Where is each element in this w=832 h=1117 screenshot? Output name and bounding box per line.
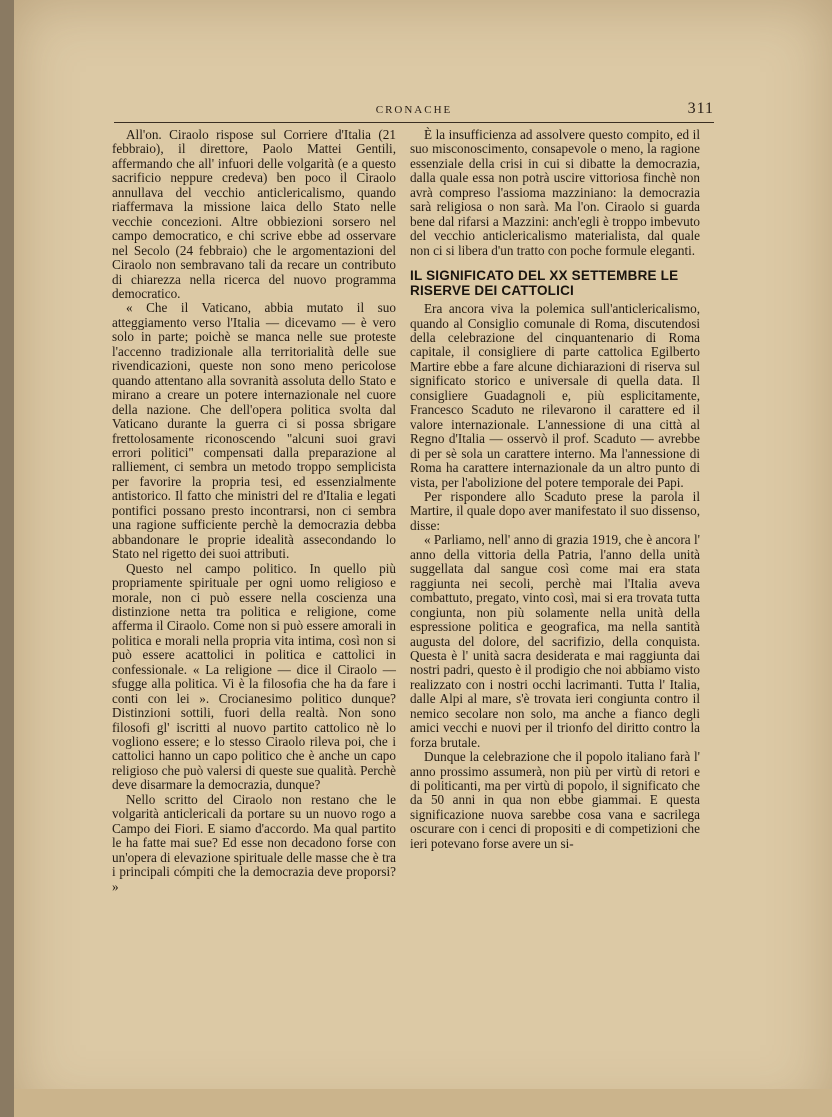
paragraph: Nello scritto del Ciraolo non restano che le volgarità anticlericali da portare su un nuovo rogo a Campo dei Fiori. E siamo d'accordo. Ma qual partito le ha fatte mai sue? Ed esse non decadono forse con un'opera di elevazione spirituale delle masse che è tra i principali cómpiti che la democrazia deve proporsi? » — [112, 791, 396, 894]
section-heading: IL SIGNIFICATO DEL XX SETTEMBRE LE RISERVE DEI CATTOLICI — [410, 268, 679, 299]
paragraph: Era ancora viva la polemica sull'anticlericalismo, quando al Consiglio comunale di Roma, discutendosi della celebrazione del cinquantenario di Roma capitale, il consigliere di parte cattolica Egilberto Martire ebbe a fare alcune dichiarazioni di riserva sul significato storico e universale di quella data. Il consigliere Guadagnoli e, più esplicitamente, Francesco Scaduto ne rilevarono il carattere ed il valore internazionale. L'annessione di una città al Regno d'Italia — osservò il prof. Scaduto — avrebbe di per sè sola un carattere interno. Ma l'annessione di Roma ha carattere internazionale da un altro punto di vista, per l'abolizione del potere temporale dei Papi. — [410, 301, 700, 490]
left-column — [112, 128, 396, 894]
running-head — [114, 100, 714, 123]
paragraph: « Parliamo, nell' anno di grazia 1919, che è ancora l' anno della vittoria della Patria, l'anno della unità suggellata dal sangue così come mai era stata raggiunta nei secoli, perchè mai l'Italia aveva combattuto, pregato, vinto così, mai si era trovata tutta congiunta, non più solamente nella unità della espressione politica e geografica, ma nella santità augusta del dolore, del sacrifizio, della conquista. Questa è l' unità sacra desiderata e mai raggiunta dai nostri padri, questo è il prodigio che noi abbiamo visto realizzato con i nostri occhi lacrimanti. Tutta l' Italia, dalle Alpi al mare, s'è trovata ieri congiunta contro il nemico secolare non solo, ma anche a fianco degli amici vecchi e nuovi per il trionfo del diritto contro la forza brutale. — [410, 532, 700, 750]
page-bottom-edge — [14, 1089, 832, 1117]
paragraph: All'on. Ciraolo rispose sul Corriere d'Italia (21 febbraio), il direttore, Paolo Mattei Gentili, affermando che all' infuori delle volgarità (e a questo sacrificio neppure credeva) ben poco il Ciraolo annullava del vecchio anticlericalismo, quando riaffermava la missione laica dello Stato nelle vecchie concezioni. Altre obbiezioni sorsero nel campo democratico, e chi scrive ebbe ad osservare nel Secolo (24 febbraio) che le argomentazioni del Ciraolo non sembravano tali da recare un contributo di chiarezza nella ricerca del nuovo programma democratico. — [112, 127, 396, 301]
paragraph: Questo nel campo politico. In quello più propriamente spirituale per ogni uomo religioso e morale, non ci può essere nella coscienza una distinzione netta tra politica e religione, come afferma il Ciraolo. Come non si può essere amorali in politica e morali nella propria vita intima, così non si può essere acattolici in politica e cattolici in confessionale. « La religione — dice il Ciraolo — sfugge alla politica. Vi è la filosofia che ha da fare i conti con lei ». Crocianesimo politico dunque? Distinzioni sottili, fuori della realtà. Non sono filosofi gl' iscritti al nuovo partito cattolico nè lo vogliono essere; e lo stesso Ciraolo rileva poi, che i cattolici hanno un capo politico che è anche un capo religioso che può valersi di queste sue qualità. Perchè deve disarmare la democrazia, dunque? — [112, 560, 396, 793]
paragraph: Dunque la celebrazione che il popolo italiano farà l' anno prossimo assumerà, non più per virtù di retori e di politicanti, ma per virtù di popolo, il significato che da 50 anni in qua non ebbe giammai. E questa significazione nuova sarebbe cosa vana e sacrilega oscurare con i cenci di propositi e di competizioni che ieri potevano forse avere un si- — [410, 749, 700, 851]
page — [14, 0, 832, 1117]
paragraph: Per rispondere allo Scaduto prese la parola il Martire, il quale dopo aver manifestato il suo dissenso, disse: — [410, 488, 700, 533]
paragraph: « Che il Vaticano, abbia mutato il suo atteggiamento verso l'Italia — dicevamo — è vero solo in parte; poichè se manca nelle sue proteste l'accenno tradizionale alla territorialità delle sue rivendicazioni, queste non sono meno pericolose quando attentano alla sovranità assoluta dello Stato e mirano a creare un potere internazionale nel cuore della nazione. Che dell'opera politica svolta dal Vaticano durante la guerra ci si possa sbrigare frettolosamente riconoscendo "alcuni suoi gravi errori politici" compensati dalla preparazione al ralliement, ci sembra un metodo troppo semplicista per favorire la propria tesi, ed essenzialmente antistorico. Il fatto che ministri del re d'Italia e legati pontifici possano presto incontrarsi, non ci sembra una ragione sufficiente perchè la democrazia debba abbandonare le proprie idealità assecondando lo Stato nel rigetto dei suoi attributi. — [112, 300, 396, 562]
page-number: 311 — [687, 100, 714, 117]
right-column — [410, 128, 700, 851]
paragraph: È la insufficienza ad assolvere questo compito, ed il suo misconoscimento, consapevole o meno, la ragione essenziale della crisi in cui si dibatte la democrazia, dalla quale essa non potrà uscire vittoriosa finchè non avrà compreso l'assioma mazziniano: la democrazia sarà religiosa o non sarà. Ma l'on. Ciraolo si guarda bene dal rifarsi a Mazzini: anch'egli è troppo imbevuto del vecchio anticlericalismo materialista, dal quale non ci si libera d'un tratto con poche formule eleganti. — [410, 127, 700, 258]
running-head-title: CRONACHE — [375, 104, 453, 116]
